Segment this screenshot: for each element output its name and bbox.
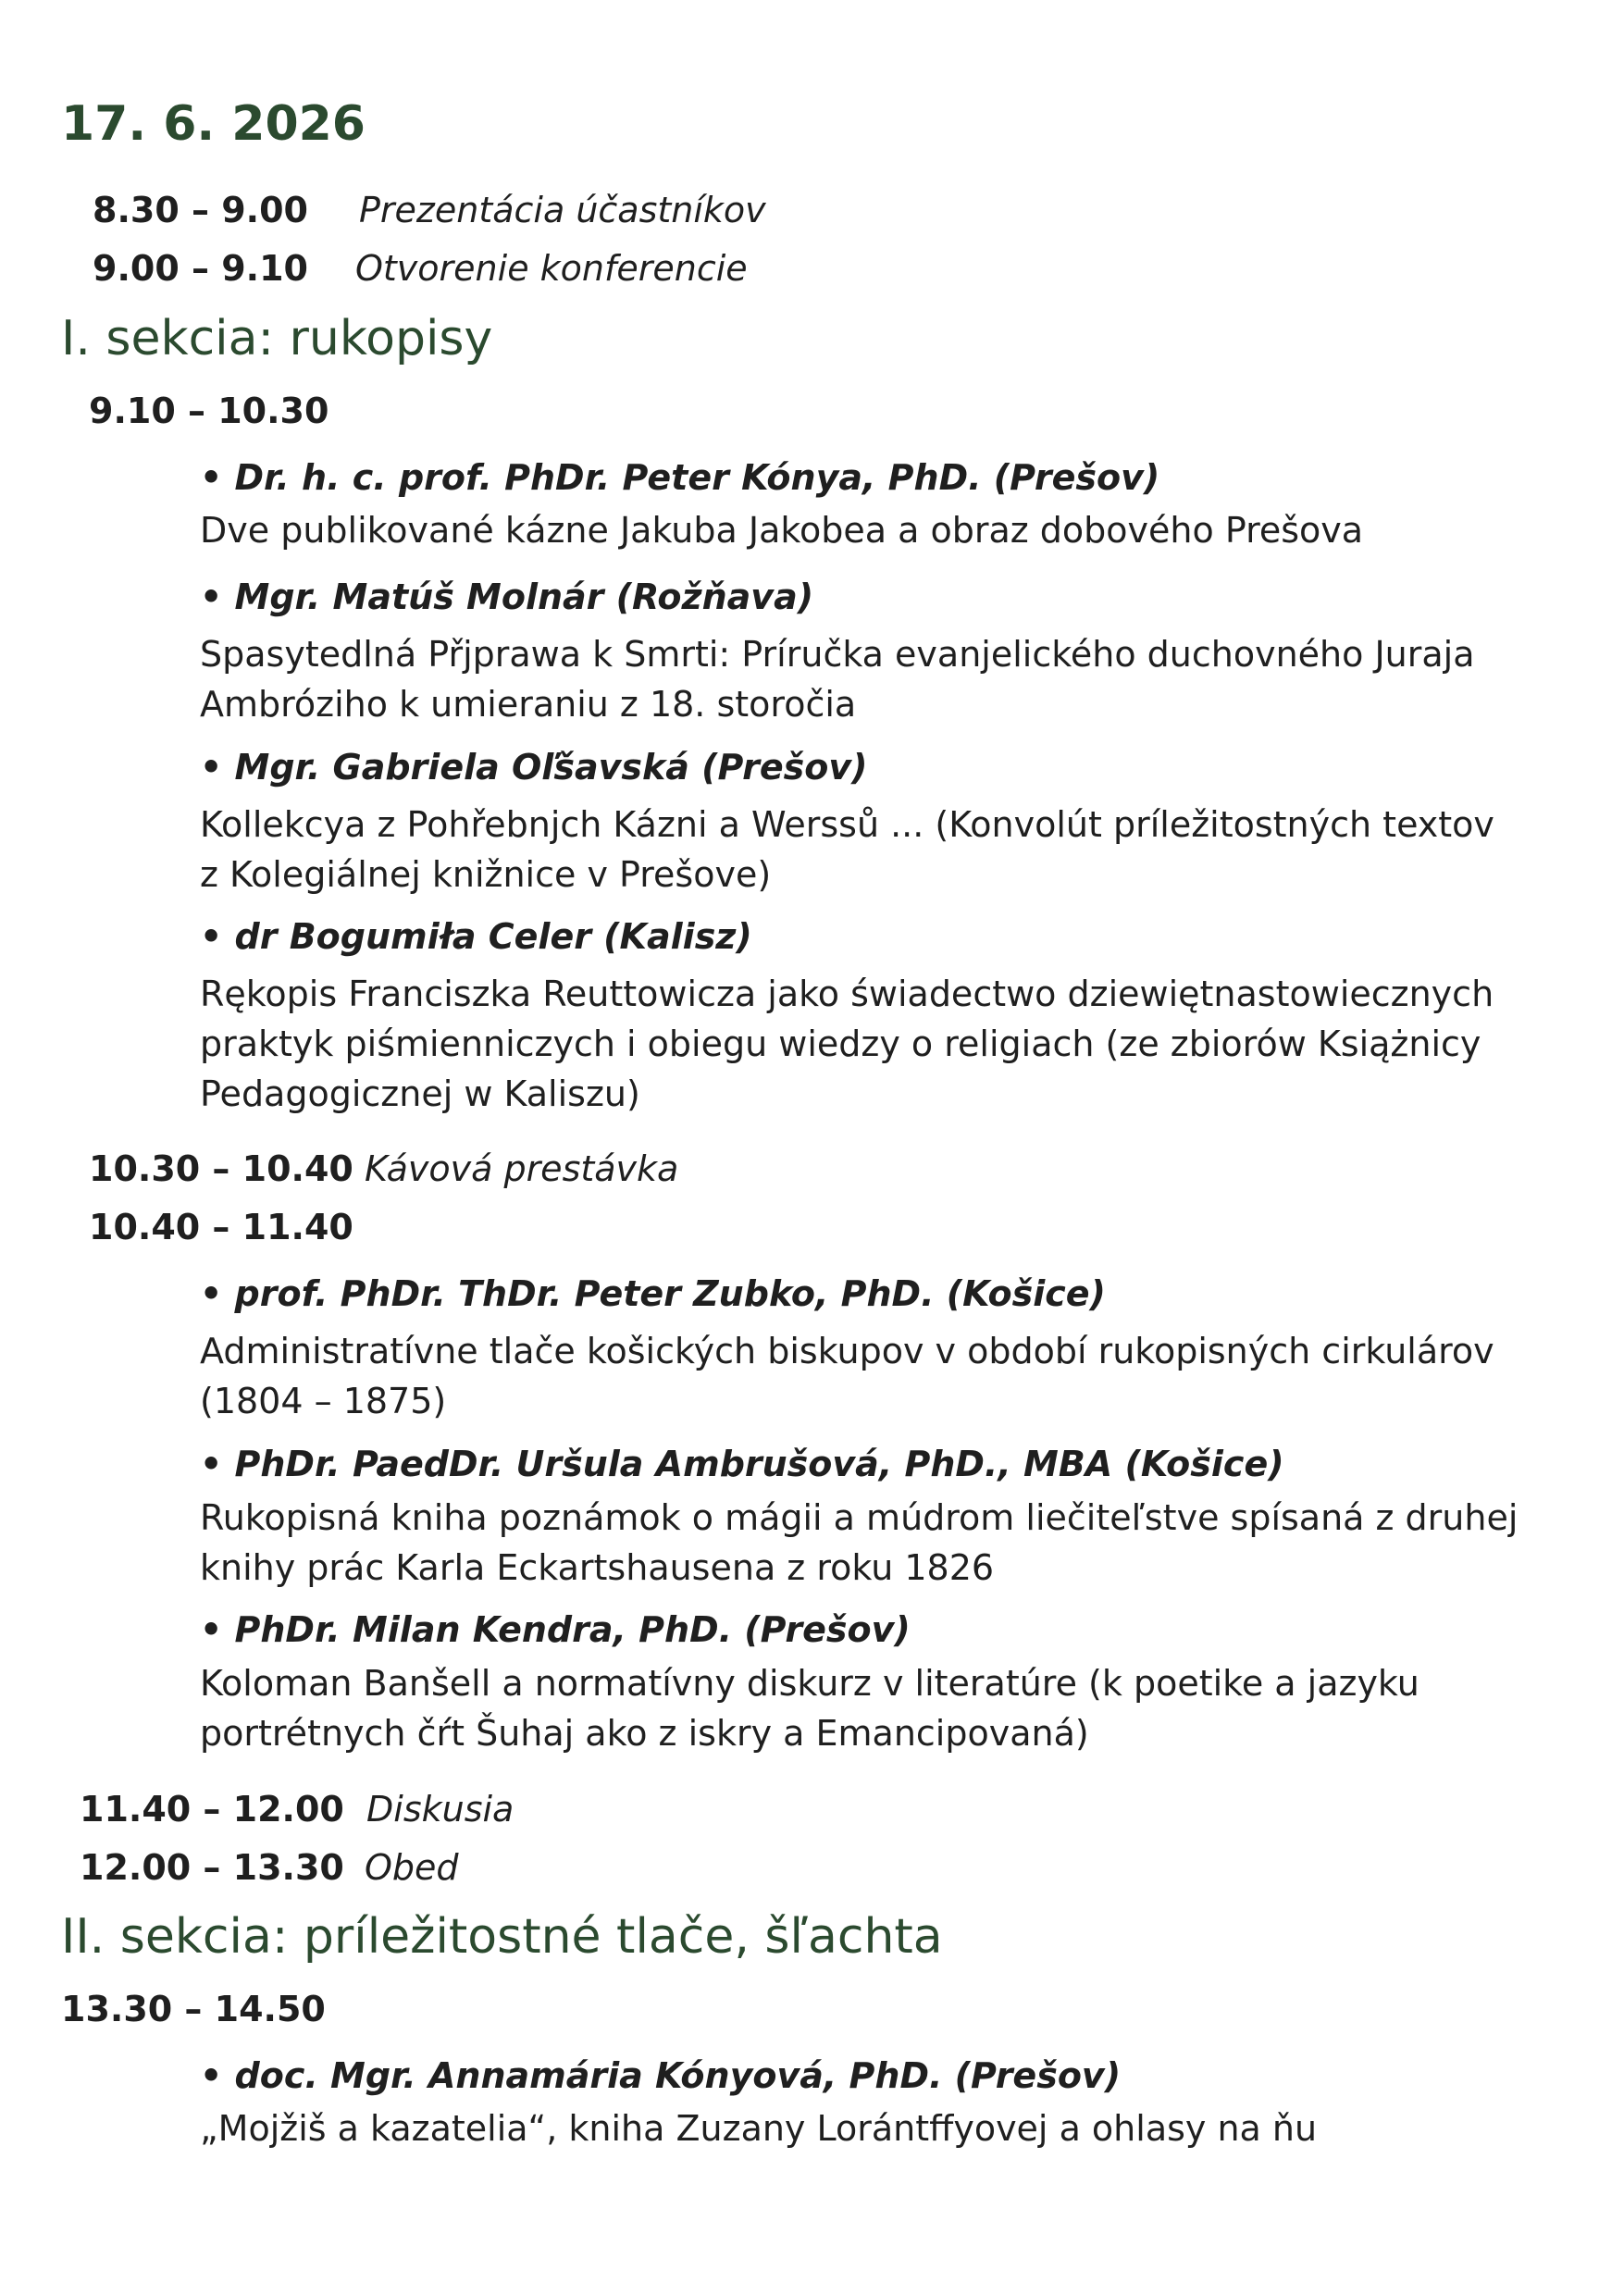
talk-title: Rękopis Franciszka Reuttowicza jako świadectwo dziewiętnastowiecznych praktyk piśmienniczych i obiegu wiedzy o religiach (ze zbiorów Książnicy Pedagogicznej w Kaliszu) xyxy=(200,974,1494,1114)
break-label: Kávová prestávka xyxy=(365,1148,679,1189)
talk-title: Rukopisná kniha poznámok o mágii a múdrom liečiteľstve spísaná z druhej knihy prác Karla Eckartshausena z roku 1826 xyxy=(200,1497,1519,1588)
section-2-heading: II. sekcia: príležitostné tlače, šľachta xyxy=(61,1909,943,1965)
section-1-heading: I. sekcia: rukopisy xyxy=(61,311,493,366)
talk-speaker: • Dr. h. c. prof. PhDr. Peter Kónya, PhD. (Prešov) xyxy=(200,457,1160,498)
talk-title: Kollekcya z Pohřebnjch Kázni a Werssů ... (Konvolút príležitostných textov z Kolegiálnej knižnice v Prešove) xyxy=(200,804,1494,895)
talk-title: Dve publikované kázne Jakuba Jakobea a obraz dobového Prešova xyxy=(200,510,1364,551)
talk-speaker: • PhDr. Milan Kendra, PhD. (Prešov) xyxy=(200,1609,911,1650)
talk-title: Administratívne tlače košických biskupov v období rukopisných cirkulárov (1804 – 1875) xyxy=(200,1331,1494,1421)
opening-time-2: 9.00 – 9.10 xyxy=(93,248,308,289)
opening-time-1: 8.30 – 9.00 xyxy=(93,190,308,230)
opening-label-1: Prezentácia účastníkov xyxy=(359,190,766,230)
date-heading: 17. 6. 2026 xyxy=(61,96,366,152)
talk-speaker: • doc. Mgr. Annamária Kónyová, PhD. (Prešov) xyxy=(200,2055,1122,2096)
section-1-block-1-time: 9.10 – 10.30 xyxy=(89,391,329,431)
talk-speaker: • prof. PhDr. ThDr. Peter Zubko, PhD. (Košice) xyxy=(200,1273,1106,1314)
lunch-time: 12.00 – 13.30 xyxy=(80,1847,344,1888)
section-1-block-2-time: 10.40 – 11.40 xyxy=(89,1207,353,1247)
discussion-label: Diskusia xyxy=(366,1789,514,1830)
talk-title: „Mojžiš a kazatelia“, kniha Zuzany Lorántffyovej a ohlasy na ňu xyxy=(200,2108,1318,2149)
break-time: 10.30 – 10.40 xyxy=(89,1148,353,1189)
talk-speaker: • Mgr. Matúš Molnár (Rožňava) xyxy=(200,577,814,617)
section-2-block-time: 13.30 – 14.50 xyxy=(61,1989,326,2029)
talk-speaker: • Mgr. Gabriela Oľšavská (Prešov) xyxy=(200,747,868,788)
talk-title: Koloman Banšell a normatívny diskurz v literatúre (k poetike a jazyku portrétnych čŕt Šuhaj ako z iskry a Emancipovaná) xyxy=(200,1663,1419,1754)
talk-speaker: • PhDr. PaedDr. Uršula Ambrušová, PhD., MBA (Košice) xyxy=(200,1444,1284,1484)
talk-title: Spasytedlná Přjprawa k Smrti: Príručka evanjelického duchovného Juraja Ambróziho k umieraniu z 18. storočia xyxy=(200,634,1475,725)
opening-label-2: Otvorenie konferencie xyxy=(355,248,748,289)
lunch-label: Obed xyxy=(365,1847,459,1888)
discussion-time: 11.40 – 12.00 xyxy=(80,1789,344,1830)
talk-speaker: • dr Bogumiła Celer (Kalisz) xyxy=(200,916,752,957)
